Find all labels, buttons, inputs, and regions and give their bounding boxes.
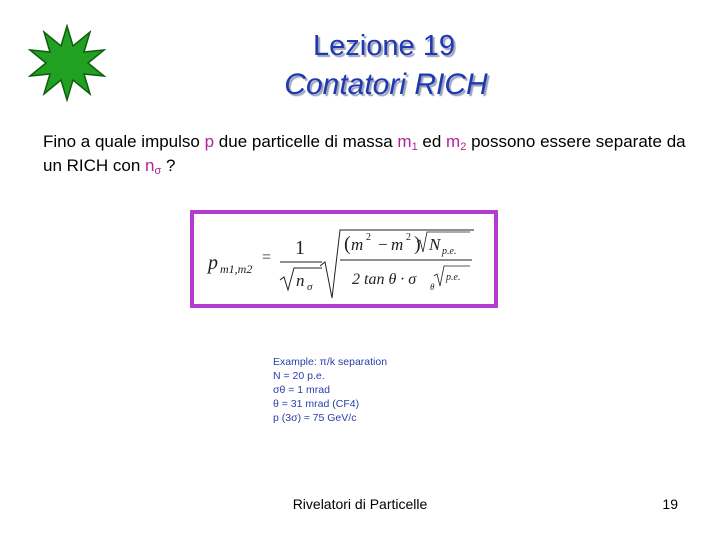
svg-text:N: N bbox=[429, 235, 441, 254]
example-line: p (3σ) ≈ 75 GeV/c bbox=[273, 412, 357, 424]
example-line: σθ = 1 mrad bbox=[273, 384, 330, 396]
svg-text:): ) bbox=[414, 233, 421, 255]
svg-text:p.e.: p.e. bbox=[446, 272, 461, 283]
svg-text:2 tan θ · σ: 2 tan θ · σ bbox=[352, 271, 417, 288]
svg-text:p: p bbox=[208, 252, 218, 274]
rich-momentum-formula bbox=[194, 214, 494, 304]
slide-title: Lezione 19 bbox=[313, 30, 455, 62]
question-text: Fino a quale impulso p due particelle di massa $m_1$ ed $m_2$ possono essere separate da un RICH con $n_\sigma$ ? bbox=[43, 132, 686, 177]
slide-subtitle: Contatori RICH bbox=[284, 68, 488, 101]
svg-text:m: m bbox=[391, 235, 404, 254]
svg-text:σ: σ bbox=[307, 281, 313, 293]
page-number: 19 bbox=[662, 496, 678, 512]
footer-text: Rivelatori di Particelle bbox=[292, 496, 428, 512]
svg-text:m1,m2: m1,m2 bbox=[220, 262, 253, 276]
example-box bbox=[273, 355, 387, 425]
example-line: Example: π/k separation bbox=[273, 356, 388, 368]
svg-text:=: = bbox=[262, 249, 272, 266]
svg-text:n: n bbox=[296, 271, 305, 290]
svg-text:(: ( bbox=[344, 233, 351, 255]
svg-text:−: − bbox=[378, 235, 388, 254]
formula-box bbox=[190, 210, 498, 308]
svg-text:p.e.: p.e. bbox=[442, 246, 457, 257]
momentum-symbol: p bbox=[204, 132, 215, 151]
svg-text:m: m bbox=[351, 235, 364, 254]
svg-text:2: 2 bbox=[366, 232, 371, 243]
example-line: θ = 31 mrad (CF4) bbox=[273, 398, 360, 410]
svg-text:1: 1 bbox=[295, 237, 305, 259]
svg-text:2: 2 bbox=[406, 232, 411, 243]
svg-text:θ: θ bbox=[430, 282, 435, 292]
example-line: N = 20 p.e. bbox=[273, 370, 325, 382]
